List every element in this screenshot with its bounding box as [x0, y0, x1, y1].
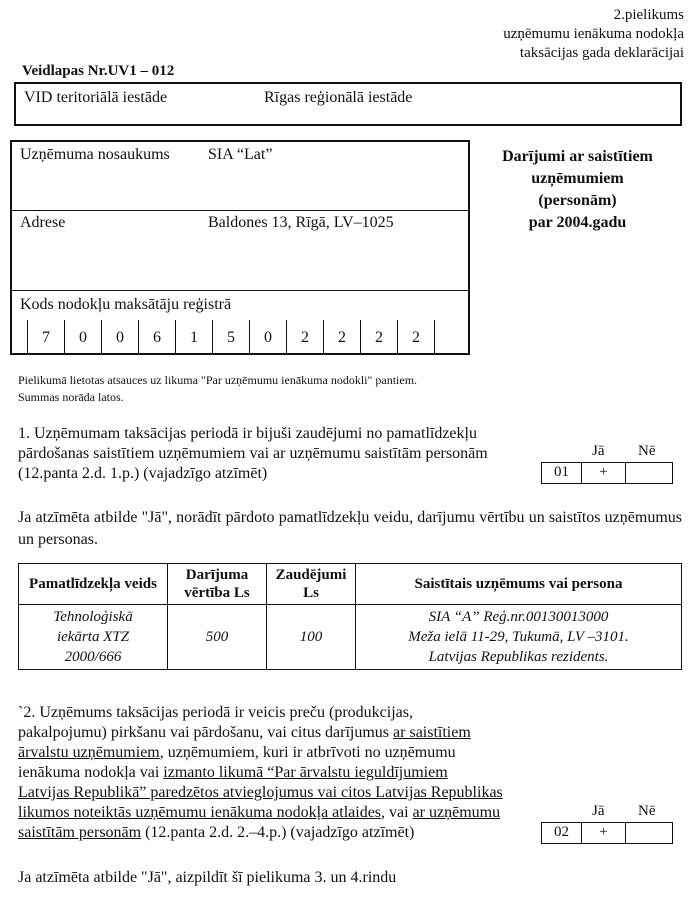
reg-digit: 0: [250, 320, 287, 355]
instruction-2: Ja atzīmēta atbilde "Jā", aizpildīt šī pielikuma 3. un 4.rindu: [18, 869, 397, 886]
address-row: [12, 210, 468, 291]
question-1-text: 1. Uzņēmumam taksācijas periodā ir bijuši zaudējumi no pamatlīdzekļu pārdošanas saistītiem uzņēmumiem vai ar uzņēmumu saistītām personām (12.panta 2.d. 1.p.) (vajadzīgo atzīmēt): [18, 425, 488, 482]
q2-no-checkbox[interactable]: [626, 823, 672, 843]
q1-no-header: Nē: [638, 443, 656, 459]
reg-digit: 5: [213, 320, 250, 355]
cell-related-party: SIA “A” Reģ.nr.00130013000 Meža ielā 11-29, Tukumā, LV –3101. Latvijas Republikas rezidents.: [356, 605, 682, 670]
col-loss: Zaudējumi Ls: [267, 564, 356, 605]
reg-code-label: Kods nodokļu maksātāju reģistrā: [20, 296, 232, 313]
q1-answer-box: [541, 462, 673, 484]
company-name-value: SIA “Lat”: [208, 146, 273, 163]
reg-digit: 2: [324, 320, 361, 355]
question-2-text: `2. Uzņēmums taksācijas periodā ir veicis preču (produkcijas, pakalpojumu) pirkšanu vai pārdošanu, vai citus darījumus ar saistītiem ārvalstu uzņēmumiem, uzņēmumiem, kuri ir atbrīvoti no uzņēmumu ienākuma nodokļa vai izmanto likumā “Par ārvalstu ieguldījumiem Latvijas Republikā” paredzētos atvieglojumus vai citos Latvijas Republikas likumos noteiktās uzņēmumu ienākuma nodokļa atlaides, vai ar uzņēmumu saistītām personām (12.panta 2.d. 2.–4.p.) (vajadzīgo atzīmēt): [18, 704, 503, 841]
cell-loss: 100: [267, 605, 356, 670]
reg-code-row: [12, 290, 468, 320]
company-name-label: Uzņēmuma nosaukums: [20, 146, 170, 163]
assets-table: [18, 563, 682, 670]
col-asset-type: Pamatlīdzekļa veids: [19, 564, 168, 605]
cell-asset-type: Tehnoloģiskā iekārta XTZ 2000/666: [19, 605, 168, 670]
law-reference-note: Pielikumā lietotas atsauces uz likuma "Par uzņēmumu ienākuma nodokli" pantiem. Summas norāda latos.: [18, 373, 418, 404]
vid-office-label: VID teritoriālā iestāde: [24, 89, 168, 106]
table-row: [19, 605, 682, 670]
reg-digit: 2: [361, 320, 398, 355]
appendix-number: 2.pielikums: [613, 7, 684, 23]
appendix-declaration: taksācijas gada deklarācijai: [519, 45, 684, 61]
reg-digit: 2: [287, 320, 324, 355]
address-label: Adrese: [20, 214, 66, 231]
company-info-box: [10, 140, 470, 355]
table-header-row: [19, 564, 682, 605]
reg-code-digits: [12, 320, 435, 355]
q2-yes-checkbox[interactable]: +: [582, 823, 626, 843]
q2-answer-box: [541, 822, 673, 844]
q2-code: 02: [542, 823, 582, 843]
document-title: Darījumi ar saistītiem uzņēmumiem (personām) par 2004.gadu: [502, 148, 653, 231]
reg-digit: 6: [139, 320, 176, 355]
reg-digit: 2: [398, 320, 435, 355]
reg-digit: 7: [28, 320, 65, 355]
q1-yes-header: Jā: [592, 443, 605, 459]
q2-yes-header: Jā: [592, 803, 605, 819]
q1-code: 01: [542, 463, 582, 483]
instruction-1: Ja atzīmēta atbilde "Jā", norādīt pārdoto pamatlīdzekļu veidu, darījumu vērtību un saistītos uzņēmumus un personas.: [18, 509, 682, 548]
form-code: Veidlapas Nr.UV1 – 012: [22, 63, 175, 79]
reg-digit: 0: [65, 320, 102, 355]
address-value: Baldones 13, Rīgā, LV–1025: [208, 214, 394, 231]
appendix-tax-name: uzņēmumu ienākuma nodokļa: [503, 26, 684, 42]
q1-yes-checkbox[interactable]: +: [582, 463, 626, 483]
appendix-header: [503, 6, 684, 63]
company-name-row: [12, 142, 468, 211]
col-transaction-value: Darījuma vērtība Ls: [168, 564, 267, 605]
col-related-party: Saistītais uzņēmums vai persona: [356, 564, 682, 605]
vid-office-box: [14, 82, 682, 126]
q1-no-checkbox[interactable]: [626, 463, 672, 483]
q2-no-header: Nē: [638, 803, 656, 819]
cell-transaction-value: 500: [168, 605, 267, 670]
reg-digit: 0: [102, 320, 139, 355]
vid-office-value: Rīgas reģionālā iestāde: [264, 89, 413, 106]
reg-digit: 1: [176, 320, 213, 355]
